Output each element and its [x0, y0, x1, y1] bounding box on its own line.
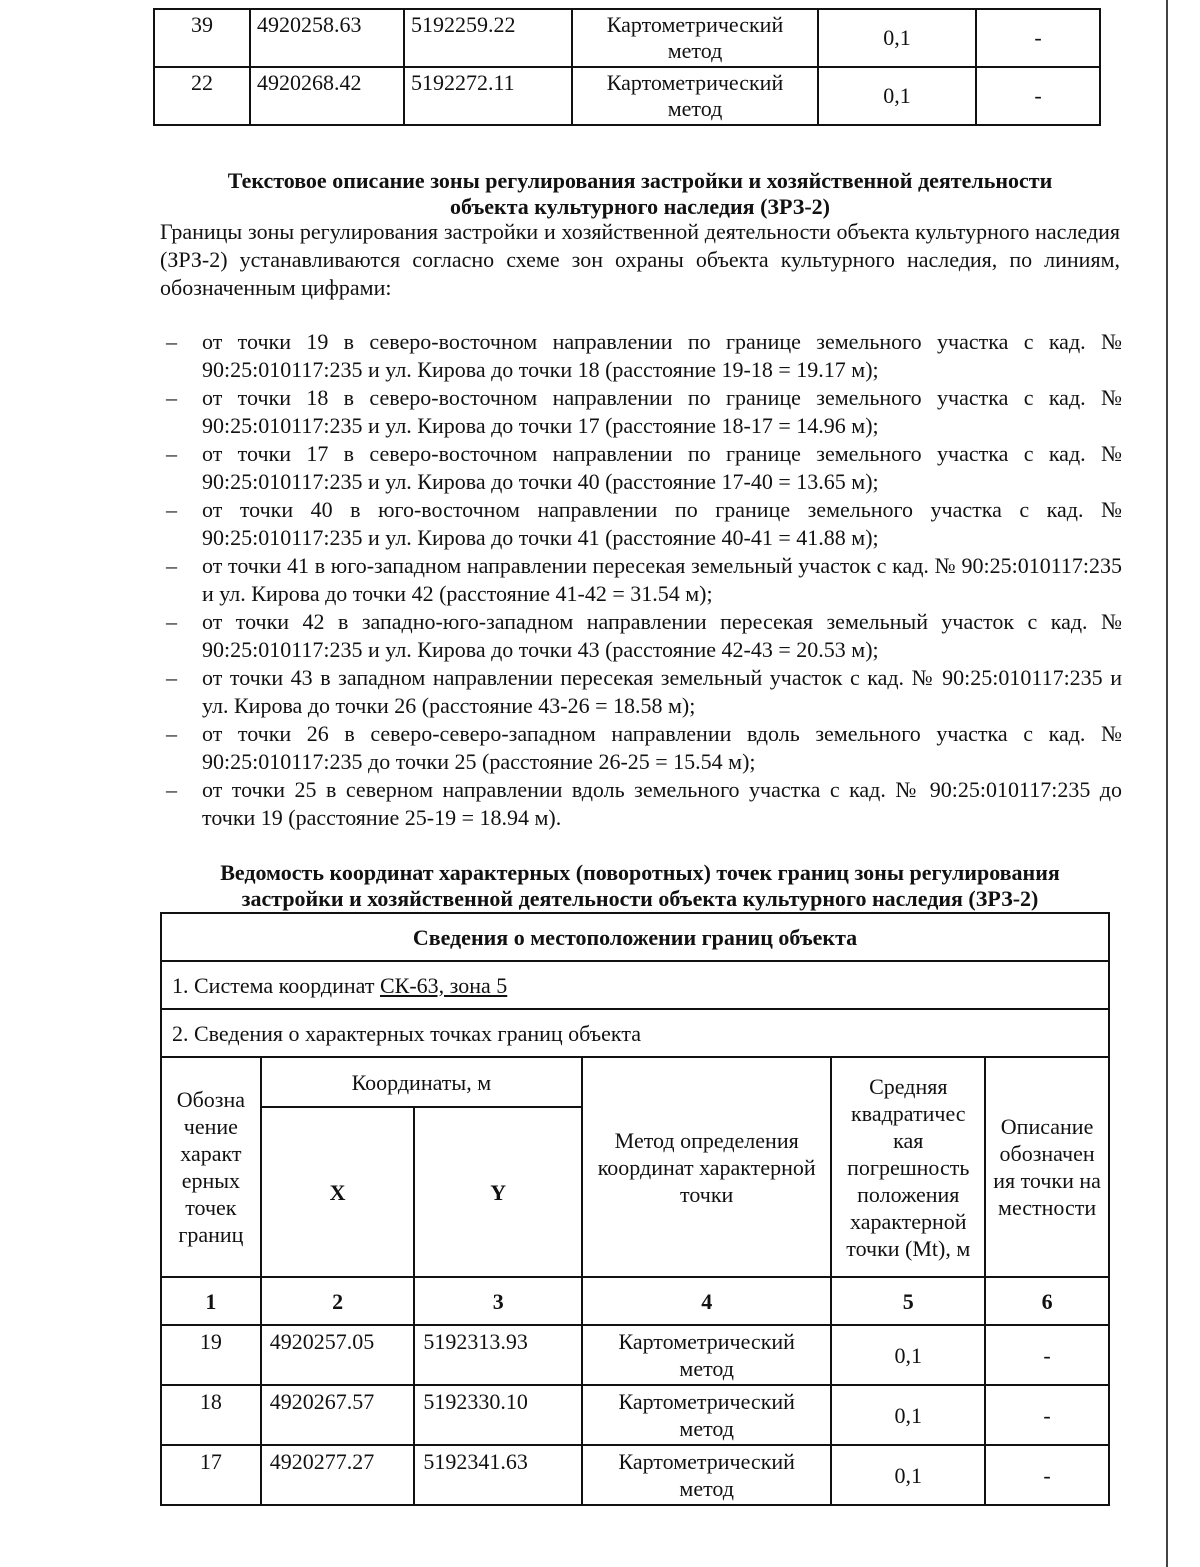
- heading-line: объекта культурного наследия (ЗРЗ-2): [450, 194, 830, 219]
- coord-system-label: 1. Система координат: [172, 972, 380, 998]
- method: Картометрический метод: [582, 1385, 831, 1445]
- accuracy: 0,1: [831, 1385, 985, 1445]
- heading-line: Ведомость координат характерных (поворотных) точек границ зоны регулирования: [220, 860, 1060, 885]
- method: Картометрический метод: [572, 9, 818, 67]
- dash-bullet: –: [166, 777, 177, 802]
- col-number: 2: [261, 1277, 415, 1325]
- point-id: 17: [161, 1445, 261, 1505]
- section-heading-text-description: [150, 168, 1130, 220]
- list-item-text: от точки 41 в юго-западном направлении пересекая земельный участок с кад. № 90:25:010117:235 и ул. Кирова до точки 42 (расстояние 41-42 = 31.54 м);: [202, 553, 1122, 606]
- heading-line: застройки и хозяйственной деятельности объекта культурного наследия (ЗРЗ-2): [241, 886, 1039, 911]
- point-id: 18: [161, 1385, 261, 1445]
- header-y: Y: [414, 1107, 582, 1277]
- description: -: [976, 67, 1100, 125]
- col-number: 4: [582, 1277, 831, 1325]
- coord-y: 5192259.22: [404, 9, 572, 67]
- boundary-coordinates-table: [160, 912, 1110, 1506]
- page-edge-line: [1166, 0, 1168, 1567]
- col-number: 6: [985, 1277, 1109, 1325]
- description: -: [976, 9, 1100, 67]
- coord-system-value: СК-63, зона 5: [379, 972, 508, 998]
- description: -: [985, 1325, 1109, 1385]
- method: Картометрический метод: [582, 1325, 831, 1385]
- col-number: 1: [161, 1277, 261, 1325]
- coord-x: 4920277.27: [261, 1445, 415, 1505]
- coord-system-cell: [161, 961, 1109, 1009]
- dash-bullet: –: [166, 497, 177, 522]
- list-item-text: от точки 40 в юго-восточном направлении по границе земельного участка с кад. № 90:25:010117:235 и ул. Кирова до точки 41 (расстояние 40-41 = 41.88 м);: [202, 497, 1122, 550]
- point-id: 39: [154, 9, 250, 67]
- list-item: [160, 384, 1122, 440]
- accuracy: 0,1: [818, 67, 976, 125]
- top-coordinates-table: [153, 8, 1101, 126]
- header-method: Метод определения координат характерной точки: [582, 1057, 831, 1277]
- col-number: 3: [414, 1277, 582, 1325]
- header-coordinates: Координаты, м: [261, 1057, 582, 1107]
- dash-bullet: –: [166, 553, 177, 578]
- dash-bullet: –: [166, 665, 177, 690]
- dash-bullet: –: [166, 609, 177, 634]
- coord-x: 4920257.05: [261, 1325, 415, 1385]
- list-item-text: от точки 19 в северо-восточном направлении по границе земельного участка с кад. № 90:25:010117:235 и ул. Кирова до точки 18 (расстояние 19-18 = 19.17 м);: [202, 329, 1122, 382]
- list-item: [160, 608, 1122, 664]
- table-row: [161, 1385, 1109, 1445]
- list-item-text: от точки 43 в западном направлении пересекая земельный участок с кад. № 90:25:010117:235 и ул. Кирова до точки 26 (расстояние 43-26 = 18.58 м);: [202, 665, 1122, 718]
- intro-paragraph: Границы зоны регулирования застройки и хозяйственной деятельности объекта культурного наследия (ЗРЗ-2) устанавливаются согласно схеме зон охраны объекта культурного наследия, по линиям, обозначенным цифрами:: [160, 219, 1120, 300]
- header-description: Описание обозначен ия точки на местности: [985, 1057, 1109, 1277]
- method: Картометрический метод: [572, 67, 818, 125]
- accuracy: 0,1: [831, 1325, 985, 1385]
- header-x: X: [261, 1107, 415, 1277]
- list-item: [160, 664, 1122, 720]
- accuracy: 0,1: [818, 9, 976, 67]
- list-item-text: от точки 26 в северо-северо-западном направлении вдоль земельного участка с кад. № 90:25:010117:235 до точки 25 (расстояние 26-25 = 15.54 м);: [202, 721, 1122, 774]
- dash-bullet: –: [166, 441, 177, 466]
- list-item: [160, 552, 1122, 608]
- coord-y: 5192330.10: [414, 1385, 582, 1445]
- list-item: [160, 496, 1122, 552]
- coord-x: 4920267.57: [261, 1385, 415, 1445]
- coord-x: 4920268.42: [250, 67, 404, 125]
- method: Картометрический метод: [582, 1445, 831, 1505]
- section-heading-coordinates: [150, 860, 1130, 912]
- heading-line: Текстовое описание зоны регулирования застройки и хозяйственной деятельности: [227, 168, 1053, 193]
- list-item-text: от точки 18 в северо-восточном направлении по границе земельного участка с кад. № 90:25:010117:235 и ул. Кирова до точки 17 (расстояние 18-17 = 14.96 м);: [202, 385, 1122, 438]
- dash-bullet: –: [166, 329, 177, 354]
- coord-y: 5192341.63: [414, 1445, 582, 1505]
- list-item: [160, 720, 1122, 776]
- coord-y: 5192313.93: [414, 1325, 582, 1385]
- list-item: [160, 328, 1122, 384]
- table-row: [161, 1325, 1109, 1385]
- coord-x: 4920258.63: [250, 9, 404, 67]
- header-accuracy: Средняя квадратичес кая погрешность положения характерной точки (Mt), м: [831, 1057, 985, 1277]
- points-info-cell: 2. Сведения о характерных точках границ объекта: [161, 1009, 1109, 1057]
- boundary-description-list: [160, 328, 1122, 832]
- table-title: Сведения о местоположении границ объекта: [161, 913, 1109, 961]
- description: -: [985, 1385, 1109, 1445]
- dash-bullet: –: [166, 721, 177, 746]
- list-item-text: от точки 25 в северном направлении вдоль земельного участка с кад. № 90:25:010117:235 до точки 19 (расстояние 25-19 = 18.94 м).: [202, 777, 1122, 830]
- list-item-text: от точки 17 в северо-восточном направлении по границе земельного участка с кад. № 90:25:010117:235 и ул. Кирова до точки 40 (расстояние 17-40 = 13.65 м);: [202, 441, 1122, 494]
- list-item-text: от точки 42 в западно-юго-западном направлении пересекая земельный участок с кад. № 90:25:010117:235 и ул. Кирова до точки 43 (расстояние 42-43 = 20.53 м);: [202, 609, 1122, 662]
- table-row: [154, 9, 1100, 67]
- list-item: [160, 440, 1122, 496]
- table-row: [154, 67, 1100, 125]
- col-number: 5: [831, 1277, 985, 1325]
- point-id: 22: [154, 67, 250, 125]
- header-point-id: Обозна чение характ ерных точек границ: [161, 1057, 261, 1277]
- table-row: [161, 1445, 1109, 1505]
- point-id: 19: [161, 1325, 261, 1385]
- dash-bullet: –: [166, 385, 177, 410]
- description: -: [985, 1445, 1109, 1505]
- list-item: [160, 776, 1122, 832]
- accuracy: 0,1: [831, 1445, 985, 1505]
- coord-y: 5192272.11: [404, 67, 572, 125]
